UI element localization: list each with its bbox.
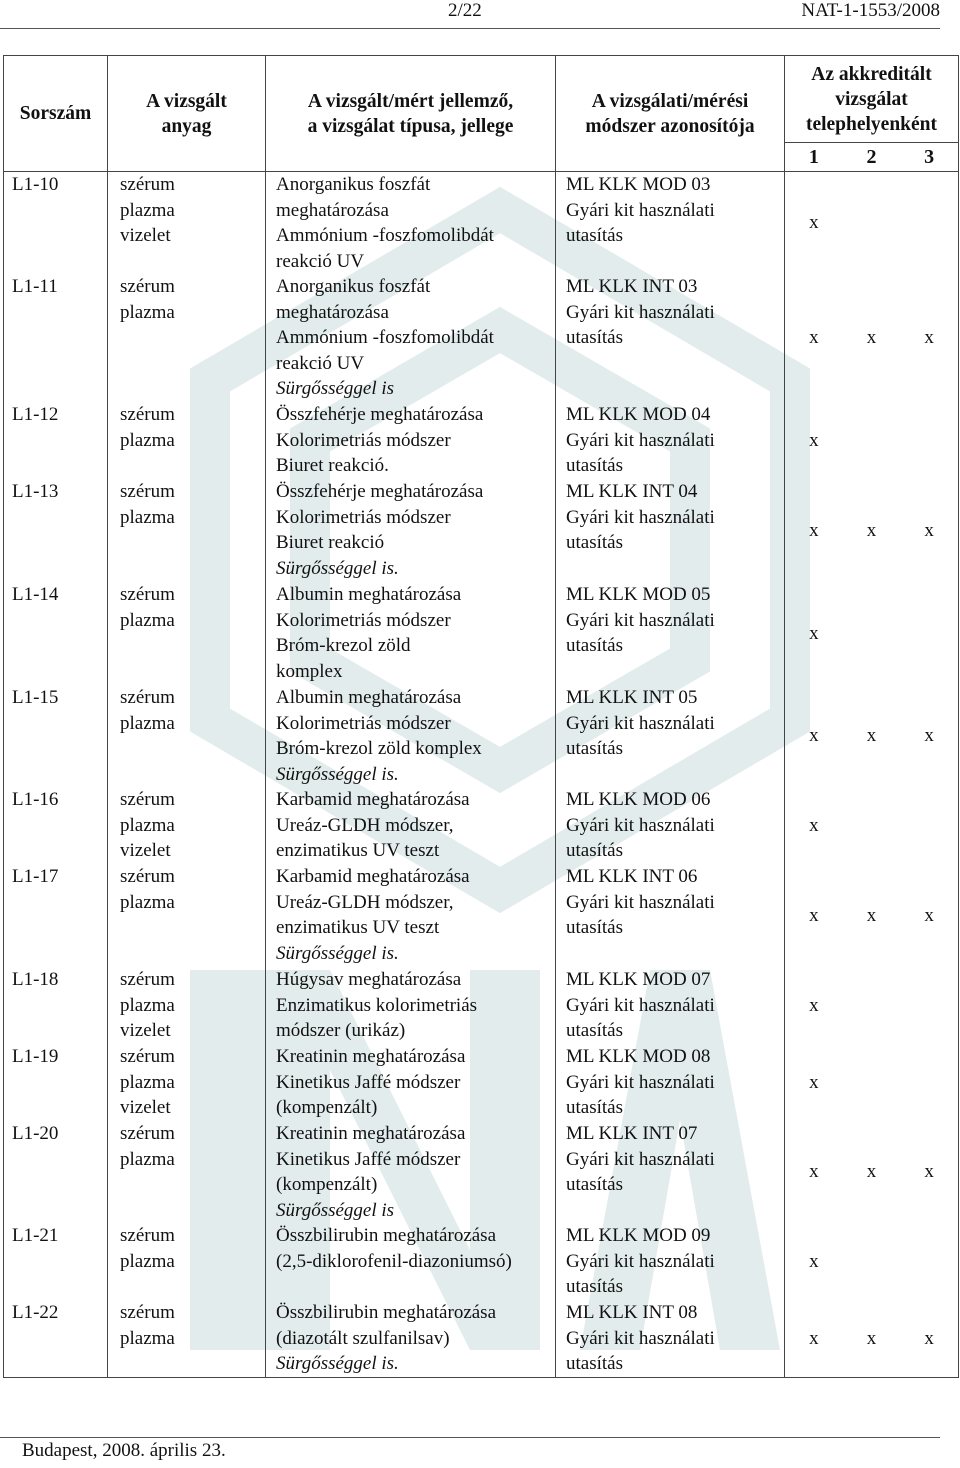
table-row (4, 1223, 959, 1300)
description-line: Kreatinin meghatározása (276, 1046, 466, 1067)
description-line: Albumin meghatározása (276, 687, 462, 708)
description-line: Összfehérje meghatározása (276, 404, 484, 425)
method-line: utasítás (566, 635, 623, 656)
description-line: Kolorimetriás módszer (276, 429, 451, 451)
row-method (556, 1044, 785, 1121)
site-mark-3: x (924, 904, 934, 926)
method-line: utasítás (566, 1276, 623, 1297)
description-line: Kolorimetriás módszer (276, 609, 451, 631)
method-line: ML KLK INT 05 (566, 687, 698, 708)
page-header (0, 0, 960, 24)
site-mark-3: x (924, 725, 934, 747)
material-item: szérum (120, 1302, 175, 1323)
site-mark-2: x (866, 725, 877, 747)
row-materials (108, 787, 266, 864)
method-line: ML KLK INT 04 (566, 481, 698, 502)
table-row (4, 582, 959, 685)
description-line: reakció UV (276, 250, 365, 272)
description-line: meghatározása (276, 199, 389, 221)
description-line: Ammónium -foszfomolibdát (276, 327, 494, 348)
row-description (266, 1044, 556, 1121)
row-sites (785, 402, 959, 479)
description-line: Kreatinin meghatározása (276, 1123, 466, 1144)
row-description (266, 685, 556, 787)
method-line: ML KLK INT 08 (566, 1302, 698, 1323)
method-line: ML KLK MOD 03 (566, 174, 711, 195)
site-mark-3: x (924, 1327, 934, 1349)
site-numbers (785, 143, 959, 172)
row-sites (785, 479, 959, 582)
urgent-note: Sürgősséggel is (276, 378, 395, 399)
material-item: plazma (120, 1071, 175, 1093)
row-id: L1-19 (4, 1044, 108, 1121)
site-mark-3 (901, 993, 958, 1019)
material-item: plazma (120, 712, 175, 734)
material-item: vizelet (120, 1020, 171, 1041)
site-number-2: 2 (866, 145, 877, 168)
site-mark-1: x (809, 327, 819, 349)
method-line: utasítás (566, 738, 623, 759)
urgent-note: Sürgősséggel is. (276, 763, 399, 785)
material-item: plazma (120, 199, 175, 221)
method-line: utasítás (566, 840, 623, 861)
material-item: szérum (120, 1225, 175, 1246)
col-header-material: A vizsgált anyag (108, 56, 266, 172)
row-materials (108, 582, 266, 685)
row-materials (108, 172, 266, 275)
row-materials (108, 1121, 266, 1223)
row-method (556, 864, 785, 967)
method-line: Gyári kit használati (566, 609, 715, 631)
site-mark-2: x (866, 904, 877, 926)
row-sites (785, 864, 959, 967)
urgent-note: Sürgősséggel is. (276, 1353, 399, 1374)
footer-divider (0, 1437, 940, 1438)
method-line: utasítás (566, 225, 623, 246)
material-item: plazma (120, 1148, 175, 1170)
site-mark-2 (843, 1249, 900, 1275)
material-item: vizelet (120, 225, 171, 246)
site-mark-1: x (809, 1327, 819, 1349)
method-line: Gyári kit használati (566, 429, 715, 451)
material-item: szérum (120, 584, 175, 605)
site-mark-2: x (866, 327, 877, 349)
table-row (4, 787, 959, 864)
site-mark-2: x (866, 1161, 877, 1183)
row-description (266, 787, 556, 864)
material-item: vizelet (120, 840, 171, 861)
method-line: utasítás (566, 1174, 623, 1195)
method-line: ML KLK MOD 08 (566, 1046, 711, 1067)
table-row (4, 274, 959, 402)
row-id: L1-14 (4, 582, 108, 685)
row-materials (108, 864, 266, 967)
material-item: szérum (120, 1046, 175, 1067)
site-mark-3 (901, 428, 958, 454)
row-sites (785, 172, 959, 275)
method-line: Gyári kit használati (566, 712, 715, 734)
description-line: (2,5-diklorofenil-diazoniumsó) (276, 1250, 512, 1272)
description-line: meghatározása (276, 301, 389, 323)
col-header-method: A vizsgálati/mérési módszer azonosítója (556, 56, 785, 172)
material-item: plazma (120, 1250, 175, 1272)
row-method (556, 1223, 785, 1300)
row-method (556, 685, 785, 787)
table-row (4, 864, 959, 967)
row-sites (785, 1121, 959, 1223)
row-method (556, 1300, 785, 1377)
site-mark-2 (843, 210, 900, 236)
row-materials (108, 1223, 266, 1300)
site-mark-1: x (809, 1250, 819, 1272)
row-sites (785, 1300, 959, 1377)
method-line: Gyári kit használati (566, 1327, 715, 1349)
site-mark-1: x (809, 212, 819, 234)
site-mark-1: x (809, 1161, 819, 1183)
row-description (266, 274, 556, 402)
col-header-id: Sorszám (4, 56, 108, 172)
site-mark-2 (843, 621, 900, 647)
row-sites (785, 1044, 959, 1121)
method-line: Gyári kit használati (566, 1071, 715, 1093)
col-header-description: A vizsgált/mért jellemző, a vizsgálat típusa, jellege (266, 56, 556, 172)
row-id: L1-11 (4, 274, 108, 402)
description-line: Ureáz-GLDH módszer, (276, 891, 454, 913)
site-mark-2: x (866, 519, 877, 541)
description-line: Húgysav meghatározása (276, 969, 462, 990)
row-materials (108, 685, 266, 787)
description-line: Bróm-krezol zöld komplex (276, 738, 482, 759)
row-materials (108, 402, 266, 479)
material-item: szérum (120, 969, 175, 990)
row-description (266, 402, 556, 479)
description-line: (diazotált szulfanilsav) (276, 1327, 450, 1349)
description-line: enzimatikus UV teszt (276, 840, 440, 861)
method-line: ML KLK MOD 06 (566, 789, 711, 810)
material-item: plazma (120, 814, 175, 836)
row-materials (108, 1044, 266, 1121)
table-row (4, 402, 959, 479)
method-line: Gyári kit használati (566, 301, 715, 323)
site-number-1: 1 (808, 145, 819, 168)
row-id: L1-21 (4, 1223, 108, 1300)
method-line: utasítás (566, 327, 623, 348)
row-id: L1-20 (4, 1121, 108, 1223)
method-line: utasítás (566, 1353, 623, 1374)
row-description (266, 967, 556, 1044)
site-mark-2 (843, 1070, 900, 1096)
header-divider (0, 28, 940, 29)
row-id: L1-17 (4, 864, 108, 967)
row-description (266, 1223, 556, 1300)
material-item: szérum (120, 1123, 175, 1144)
description-line: Bróm-krezol zöld (276, 635, 411, 656)
material-item: szérum (120, 174, 175, 195)
site-mark-3 (901, 1070, 958, 1096)
site-mark-1: x (809, 622, 819, 644)
material-item: szérum (120, 789, 175, 810)
row-method (556, 479, 785, 582)
material-item: vizelet (120, 1097, 171, 1118)
material-item: szérum (120, 276, 175, 297)
material-item: szérum (120, 866, 175, 887)
site-mark-2 (843, 813, 900, 839)
site-mark-1: x (809, 1071, 819, 1093)
site-mark-3: x (924, 327, 934, 349)
description-line: Biuret reakció (276, 532, 385, 553)
row-materials (108, 967, 266, 1044)
method-line: utasítás (566, 532, 623, 553)
accreditation-table (3, 55, 959, 1378)
site-mark-3: x (924, 1161, 934, 1183)
site-mark-1: x (809, 519, 819, 541)
method-line: ML KLK MOD 07 (566, 969, 711, 990)
row-id: L1-16 (4, 787, 108, 864)
material-item: plazma (120, 429, 175, 451)
method-line: ML KLK INT 07 (566, 1123, 698, 1144)
material-item: plazma (120, 609, 175, 631)
description-line: Kinetikus Jaffé módszer (276, 1148, 461, 1170)
method-line: utasítás (566, 455, 623, 476)
row-sites (785, 274, 959, 402)
method-line: ML KLK MOD 09 (566, 1225, 711, 1246)
table-header-row (4, 56, 959, 143)
method-line: Gyári kit használati (566, 1148, 715, 1170)
description-line: Ureáz-GLDH módszer, (276, 814, 454, 836)
method-line: utasítás (566, 1020, 623, 1041)
row-method (556, 787, 785, 864)
row-sites (785, 685, 959, 787)
description-line: Ammónium -foszfomolibdát (276, 225, 494, 246)
description-line: módszer (urikáz) (276, 1020, 406, 1041)
table-row (4, 1044, 959, 1121)
description-line: Anorganikus foszfát (276, 174, 431, 195)
site-mark-1: x (809, 814, 819, 836)
method-line: ML KLK MOD 05 (566, 584, 711, 605)
urgent-note: Sürgősséggel is. (276, 942, 399, 964)
table-row (4, 1121, 959, 1223)
row-sites (785, 1223, 959, 1300)
material-item: szérum (120, 481, 175, 502)
material-item: plazma (120, 506, 175, 528)
method-line: Gyári kit használati (566, 814, 715, 836)
material-item: plazma (120, 1327, 175, 1349)
row-description (266, 582, 556, 685)
row-description (266, 864, 556, 967)
site-number-3: 3 (924, 145, 935, 168)
method-line: utasítás (566, 1097, 623, 1118)
method-line: ML KLK INT 06 (566, 866, 698, 887)
table-row (4, 1300, 959, 1377)
urgent-note: Sürgősséggel is. (276, 557, 399, 579)
row-description (266, 1300, 556, 1377)
row-id: L1-10 (4, 172, 108, 275)
row-id: L1-13 (4, 479, 108, 582)
site-mark-1: x (809, 904, 819, 926)
site-mark-3: x (924, 519, 934, 541)
method-line: Gyári kit használati (566, 199, 715, 221)
row-sites (785, 787, 959, 864)
description-line: enzimatikus UV teszt (276, 917, 440, 938)
table-row (4, 685, 959, 787)
row-sites (785, 967, 959, 1044)
row-materials (108, 1300, 266, 1377)
method-line: Gyári kit használati (566, 891, 715, 913)
description-line: (kompenzált) (276, 1097, 378, 1118)
material-item: plazma (120, 301, 175, 323)
site-mark-3 (901, 210, 958, 236)
method-line: Gyári kit használati (566, 506, 715, 528)
description-line: Összbilirubin meghatározása (276, 1225, 497, 1246)
method-line: ML KLK MOD 04 (566, 404, 711, 425)
row-materials (108, 274, 266, 402)
urgent-note: Sürgősséggel is (276, 1199, 395, 1221)
row-id: L1-12 (4, 402, 108, 479)
method-line: Gyári kit használati (566, 994, 715, 1016)
method-line: Gyári kit használati (566, 1250, 715, 1272)
description-line: Összbilirubin meghatározása (276, 1302, 497, 1323)
site-mark-1: x (809, 429, 819, 451)
description-line: Kolorimetriás módszer (276, 506, 451, 528)
row-method (556, 402, 785, 479)
col-header-sites: Az akkreditált vizsgálat telephelyenként (785, 56, 959, 143)
page-number: 2/22 (448, 0, 482, 21)
description-line: Albumin meghatározása (276, 584, 462, 605)
row-id: L1-18 (4, 967, 108, 1044)
table-row (4, 172, 959, 275)
description-line: reakció UV (276, 352, 365, 374)
site-mark-3 (901, 813, 958, 839)
site-mark-2 (843, 428, 900, 454)
row-sites (785, 582, 959, 685)
description-line: Összfehérje meghatározása (276, 481, 484, 502)
description-line: Enzimatikus kolorimetriás (276, 994, 478, 1016)
description-line: Karbamid meghatározása (276, 866, 470, 887)
material-item: szérum (120, 687, 175, 708)
row-method (556, 582, 785, 685)
description-line: Anorganikus foszfát (276, 276, 431, 297)
method-line: utasítás (566, 917, 623, 938)
description-line: komplex (276, 660, 343, 682)
site-mark-1: x (809, 725, 819, 747)
row-id: L1-22 (4, 1300, 108, 1377)
row-method (556, 1121, 785, 1223)
material-item: szérum (120, 404, 175, 425)
description-line: Kinetikus Jaffé módszer (276, 1071, 461, 1093)
row-method (556, 274, 785, 402)
table-row (4, 479, 959, 582)
description-line: Karbamid meghatározása (276, 789, 470, 810)
site-mark-2 (843, 993, 900, 1019)
site-mark-3 (901, 621, 958, 647)
method-line: ML KLK INT 03 (566, 276, 698, 297)
material-item: plazma (120, 891, 175, 913)
description-line: (kompenzált) (276, 1174, 378, 1195)
description-line: Kolorimetriás módszer (276, 712, 451, 734)
footer-date: Budapest, 2008. április 23. (22, 1440, 226, 1461)
material-item: plazma (120, 994, 175, 1016)
row-description (266, 479, 556, 582)
row-id: L1-15 (4, 685, 108, 787)
document-reference: NAT-1-1553/2008 (801, 0, 940, 21)
site-mark-1: x (809, 994, 819, 1016)
row-method (556, 967, 785, 1044)
row-description (266, 1121, 556, 1223)
description-line: Biuret reakció. (276, 455, 389, 476)
row-description (266, 172, 556, 275)
table-row (4, 967, 959, 1044)
row-materials (108, 479, 266, 582)
site-mark-2: x (866, 1327, 877, 1349)
row-method (556, 172, 785, 275)
site-mark-3 (901, 1249, 958, 1275)
